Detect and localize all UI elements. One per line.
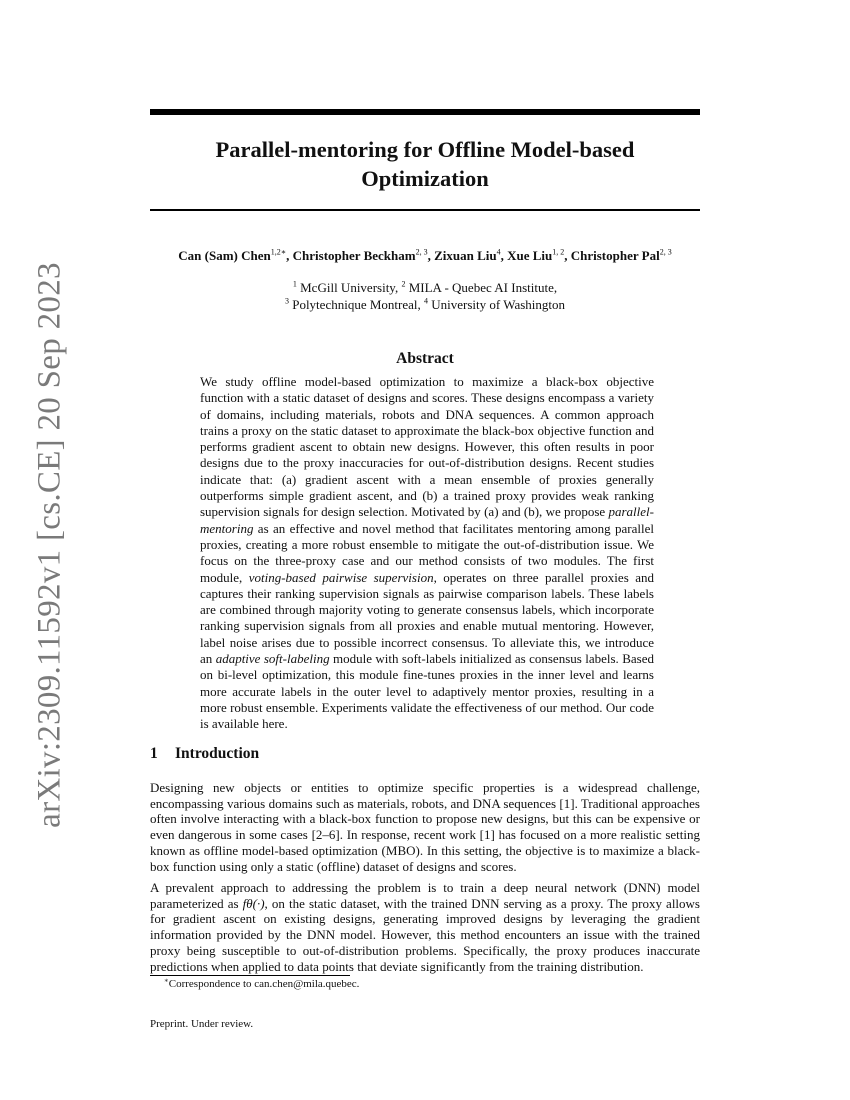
inline-math: fθ(·)	[242, 895, 265, 911]
abstract-emphasis: parallel-mentoring	[200, 504, 654, 536]
affiliation: McGill University,	[300, 280, 399, 295]
affiliation-line-1	[150, 279, 700, 296]
affiliation-mark: 4	[424, 296, 428, 306]
affiliation-mark: 3	[284, 296, 289, 306]
paragraph-text: , on the static dataset, with the trained DNN serving as a proxy. The proxy allows for gradient ascent on existing designs, generating improved designs by leveraging the gradient information provided by the DNN model. However, this method encounters an issue with the trained proxy being susceptible to out-of-distribution problems. Specifically, the proxy produces inaccurate predictions when applied to data points that deviate significantly from the training distribution.	[150, 895, 700, 974]
abstract-body	[200, 374, 654, 733]
abstract-text: as an effective and novel method that facilitates mentoring among parallel proxies, creating a more robust ensemble to mitigate the out-of-distribution issue. We focus on the three-proxy case and our method consists of two modules. The first module,	[200, 520, 654, 585]
paper-title	[150, 135, 700, 193]
body-paragraph: Designing new objects or entities to optimize specific properties is a widespread challenge, encompassing various domains such as materials, robots, and DNA sequences [1]. Traditional approaches often involve interacting with a black-box function to propose new designs, but this can be expensive or even dangerous in some cases [2–6]. In response, recent work [1] has focused on a more realistic setting known as offline model-based optimization (MBO). In this setting, the objective is to maximize a black-box function using only a static (offline) dataset of designs and scores.	[150, 780, 700, 874]
author-name: Can (Sam) Chen	[178, 248, 271, 263]
body-paragraph	[150, 880, 700, 974]
footnote-text: Correspondence to can.chen@mila.quebec.	[168, 978, 360, 990]
author-list: Can (Sam) Chen$^{1,2∗}$, Christopher Beckham$^{2, 3}$, Zixuan Liu$^4$, Xue Liu$^{1, 2}$, Christopher Pal$^{2, 3}$	[178, 247, 672, 263]
section-heading-introduction	[150, 745, 259, 763]
author-name: Christopher Pal	[570, 248, 660, 263]
affiliation-mark: 1	[292, 279, 297, 289]
title-line-1: Parallel-mentoring for Offline Model-based	[215, 137, 635, 162]
author-affiliation-marks: 4	[496, 247, 501, 257]
section-number: 1	[150, 745, 158, 762]
author-affiliation-marks: 1,2∗	[270, 247, 287, 257]
abstract-text: module with soft-labels initialized as consensus labels. Based on bi-level optimization, this module fine-tunes proxies in the inner level and learns more accurate labels in the outer level to adaptively mentor proxies, resulting in a more robust ensemble. Experiments validate the effectiveness of our method. Our code is available here.	[200, 651, 654, 732]
affiliation: Polytechnique Montreal,	[292, 297, 421, 312]
author-affiliation-marks: 1, 2	[552, 247, 565, 257]
author-name: Christopher Beckham	[292, 248, 416, 263]
title-line-2: Optimization	[361, 166, 489, 191]
arxiv-identifier-stamp: arXiv:2309.11592v1 [cs.CE] 20 Sep 2023	[31, 262, 68, 828]
abstract-text: We study offline model-based optimization to maximize a black-box objective function with a static dataset of designs and scores. These designs encompass a variety of domains, including materials, robots and DNA sequences. A common approach trains a proxy on the static dataset to approximate the black-box objective function and performs gradient ascent to obtain new designs. However, this often results in poor designs due to the proxy inaccuracies for out-of-distribution designs. Recent studies indicate that: (a) gradient ascent with a mean ensemble of proxies generally outperforms simple gradient ascent, and (b) a trained proxy provides weak ranking supervision signals for design selection. Motivated by (a) and (b), we propose	[200, 374, 654, 520]
title-top-rule	[150, 109, 700, 115]
footnote	[164, 978, 359, 990]
author-affiliation-marks: 2, 3	[415, 247, 428, 257]
abstract-emphasis: adaptive soft-labeling	[215, 651, 330, 667]
affiliation: MILA - Quebec AI Institute,	[408, 280, 558, 295]
abstract-heading: Abstract	[396, 350, 454, 367]
abstract-text: , operates on three parallel proxies and captures their ranking supervision signals as pairwise comparison labels. These labels are combined through majority voting to generate consensus labels, which incorporate ranking supervision signals from all proxies and enable mutual mentoring. However, label noise arises due to possible incorrect consensus. To alleviate this, we introduce an	[200, 569, 654, 667]
title-bottom-rule	[150, 209, 700, 211]
footnote-rule	[150, 975, 350, 976]
author-affiliation-marks: 2, 3	[659, 247, 672, 257]
author-name: Zixuan Liu	[434, 248, 497, 263]
affiliation-mark: 2	[401, 279, 406, 289]
affiliations	[150, 279, 700, 313]
paragraph-text: A prevalent approach to addressing the problem is to train a deep neural network (DNN) model parameterized as	[150, 880, 700, 911]
footnote-mark: ∗	[164, 976, 169, 985]
affiliation-line-2	[150, 296, 700, 313]
abstract-emphasis: voting-based pairwise supervision	[248, 569, 434, 585]
section-title: Introduction	[175, 745, 260, 762]
preprint-notice: Preprint. Under review.	[150, 1018, 254, 1030]
author-name: Xue Liu	[507, 248, 553, 263]
affiliation: University of Washington	[431, 297, 566, 312]
